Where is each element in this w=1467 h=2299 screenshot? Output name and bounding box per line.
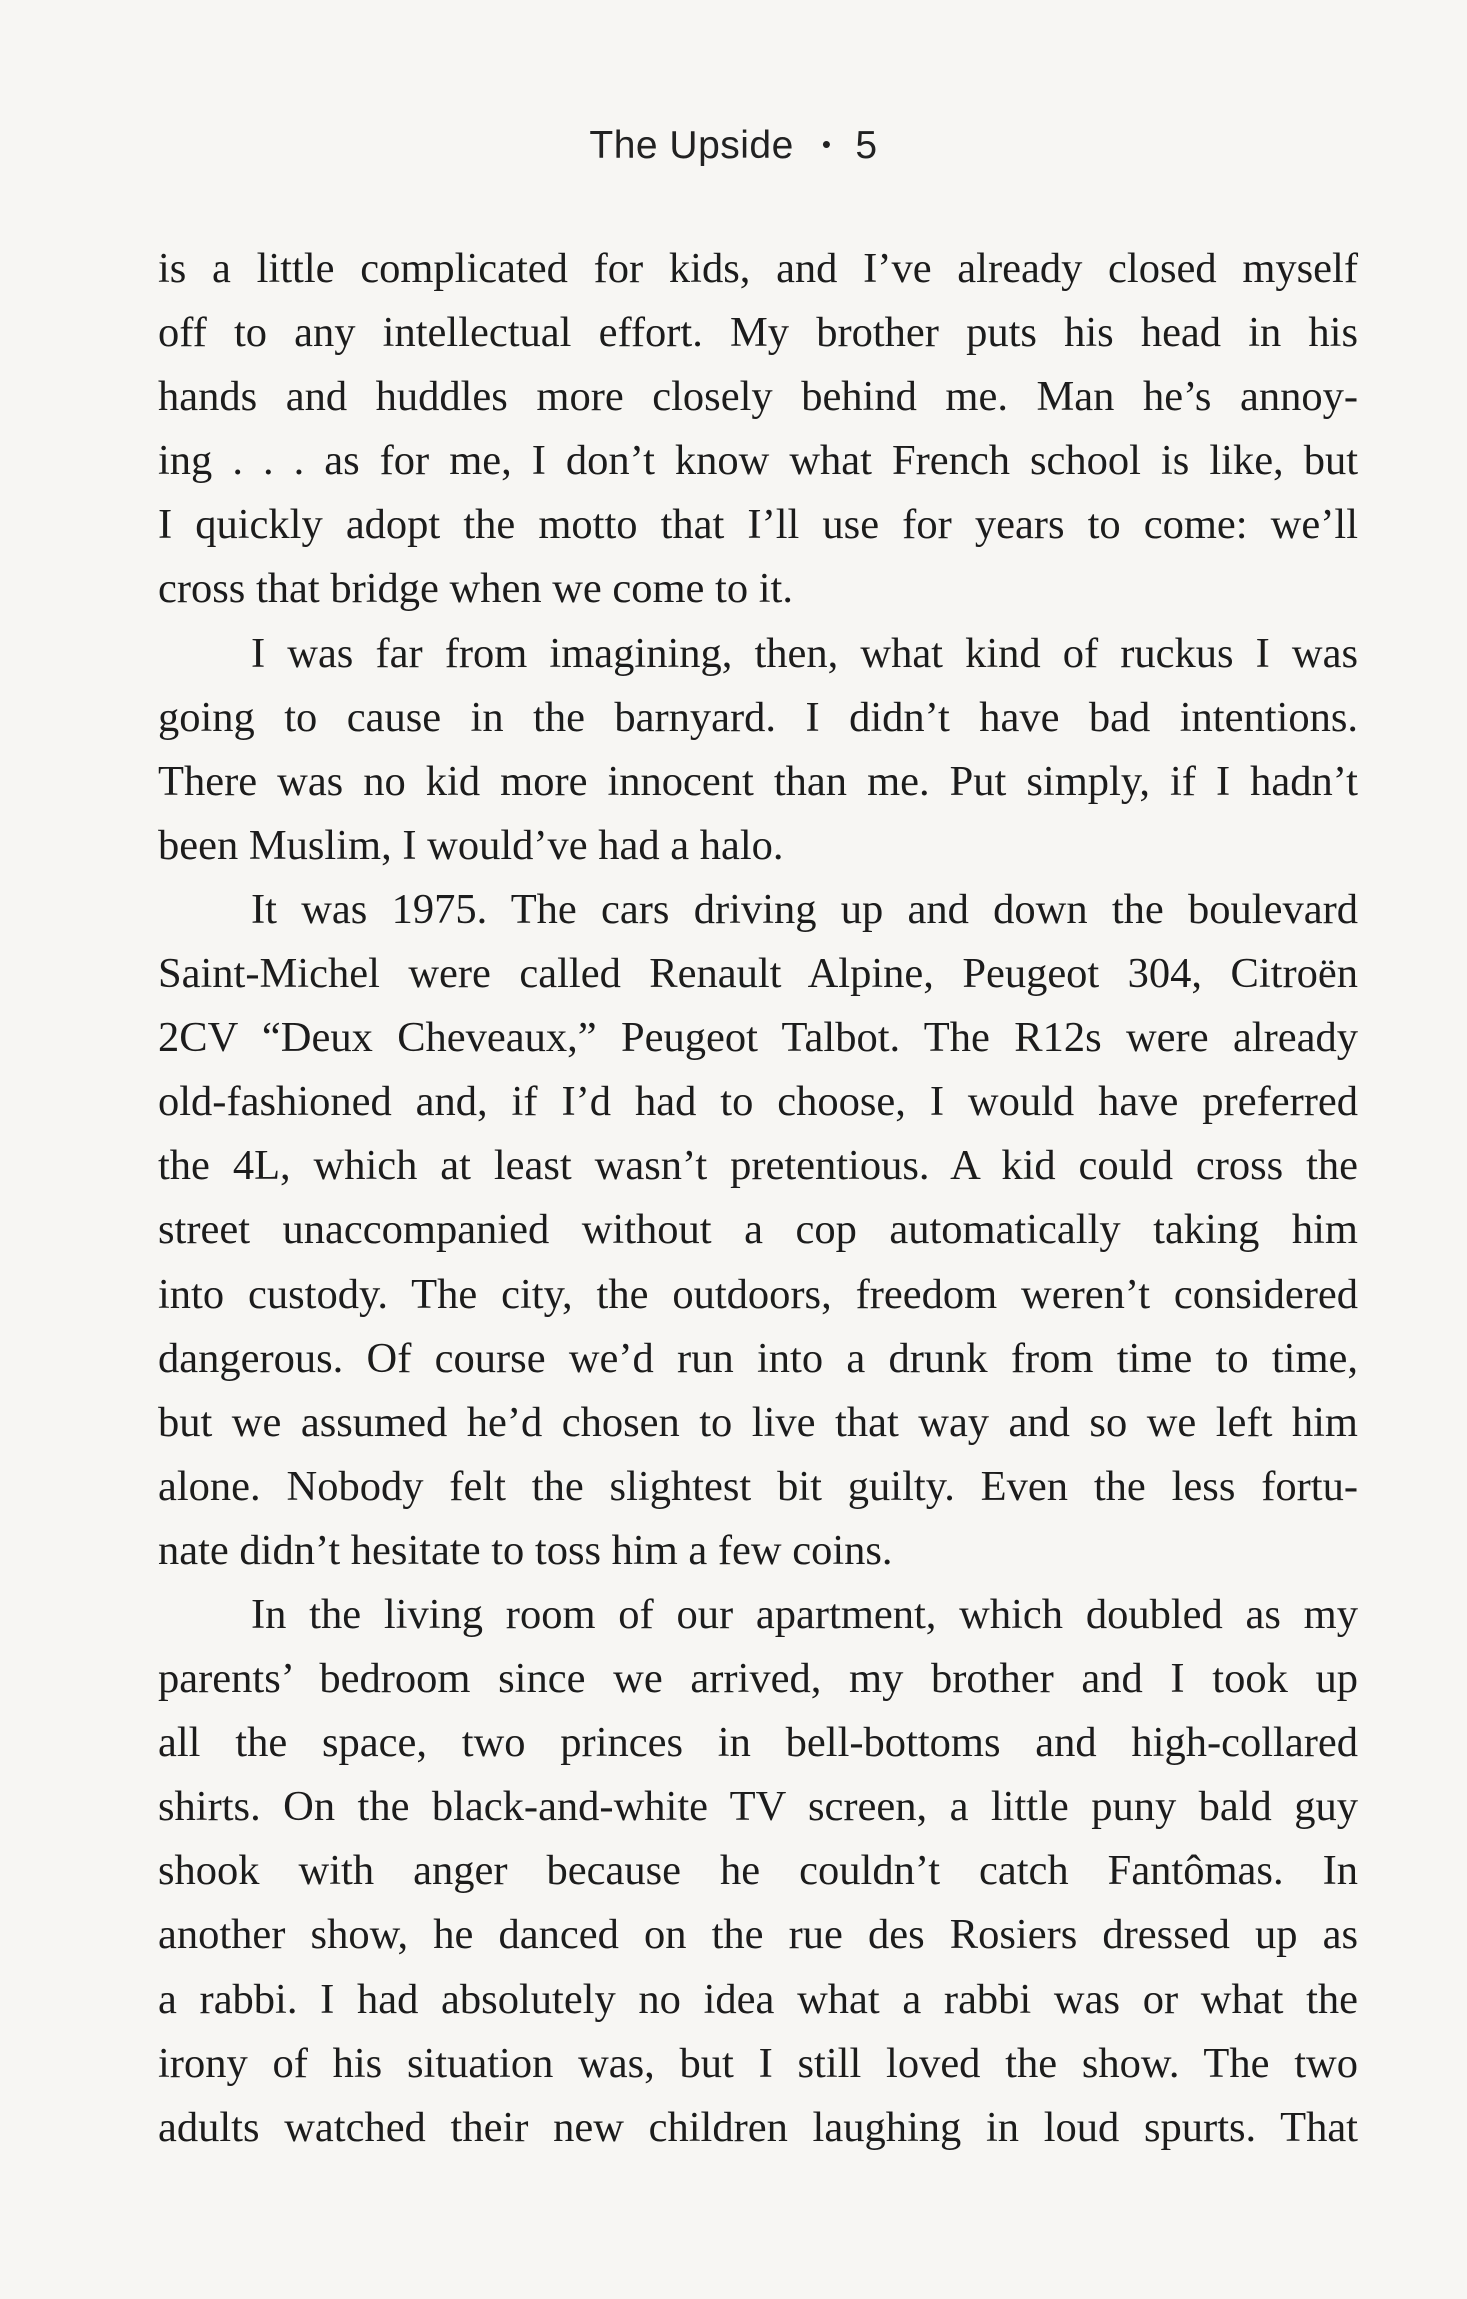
text-line: 2CV “Deux Cheveaux,” Peugeot Talbot. The R12s were already xyxy=(158,1014,1358,1062)
paragraph xyxy=(158,622,1358,878)
text-line: all the space, two princes in bell-bottoms and high-collared xyxy=(158,1719,1358,1767)
text-line: a rabbi. I had absolutely no idea what a rabbi was or what the xyxy=(158,1975,1358,2023)
running-head-separator: • xyxy=(821,129,832,159)
text-line: alone. Nobody felt the slightest bit guilty. Even the less fortu- xyxy=(158,1462,1358,1510)
text-line: the 4L, which at least wasn’t pretentious. A kid could cross the xyxy=(158,1142,1358,1190)
paragraph xyxy=(158,237,1358,622)
text-line: Saint-Michel were called Renault Alpine, Peugeot 304, Citroën xyxy=(158,950,1358,998)
text-line: dangerous. Of course we’d run into a drunk from time to time, xyxy=(158,1334,1358,1382)
page-number: 5 xyxy=(855,124,878,167)
text-line: adults watched their new children laughing in loud spurts. That xyxy=(158,2103,1358,2151)
text-line: parents’ bedroom since we arrived, my brother and I took up xyxy=(158,1655,1358,1703)
text-line: ing . . . as for me, I don’t know what French school is like, but xyxy=(158,437,1358,485)
text-line: another show, he danced on the rue des Rosiers dressed up as xyxy=(158,1911,1358,1959)
text-line: It was 1975. The cars driving up and down the boulevard xyxy=(251,885,1358,933)
running-head-title: The Upside xyxy=(589,124,794,167)
text-line: street unaccompanied without a cop automatically taking him xyxy=(158,1206,1358,1254)
text-line: There was no kid more innocent than me. Put simply, if I hadn’t xyxy=(158,757,1358,805)
text-line: going to cause in the barnyard. I didn’t have bad intentions. xyxy=(158,693,1358,741)
text-line: In the living room of our apartment, which doubled as my xyxy=(251,1590,1358,1638)
text-line: cross that bridge when we come to it. xyxy=(158,565,793,613)
text-line: hands and huddles more closely behind me. Man he’s annoy- xyxy=(158,373,1358,421)
text-line: but we assumed he’d chosen to live that way and so we left him xyxy=(158,1398,1358,1446)
running-head xyxy=(0,124,1467,168)
text-line: off to any intellectual effort. My brother puts his head in his xyxy=(158,309,1358,357)
text-line: shirts. On the black-and-white TV screen, a little puny bald guy xyxy=(158,1783,1358,1831)
paragraph xyxy=(158,878,1358,1583)
text-line: nate didn’t hesitate to toss him a few coins. xyxy=(158,1526,893,1574)
text-line: into custody. The city, the outdoors, freedom weren’t considered xyxy=(158,1270,1358,1318)
text-line: been Muslim, I would’ve had a halo. xyxy=(158,821,784,869)
text-line: I was far from imagining, then, what kind of ruckus I was xyxy=(251,629,1358,677)
body-text xyxy=(158,237,1358,2160)
paragraph xyxy=(158,1583,1358,2160)
text-line: shook with anger because he couldn’t catch Fantômas. In xyxy=(158,1847,1358,1895)
text-line: old-fashioned and, if I’d had to choose, I would have preferred xyxy=(158,1078,1358,1126)
text-line: is a little complicated for kids, and I’ve already closed myself xyxy=(158,245,1358,292)
text-line: irony of his situation was, but I still loved the show. The two xyxy=(158,2039,1358,2087)
text-line: I quickly adopt the motto that I’ll use for years to come: we’ll xyxy=(158,501,1358,549)
